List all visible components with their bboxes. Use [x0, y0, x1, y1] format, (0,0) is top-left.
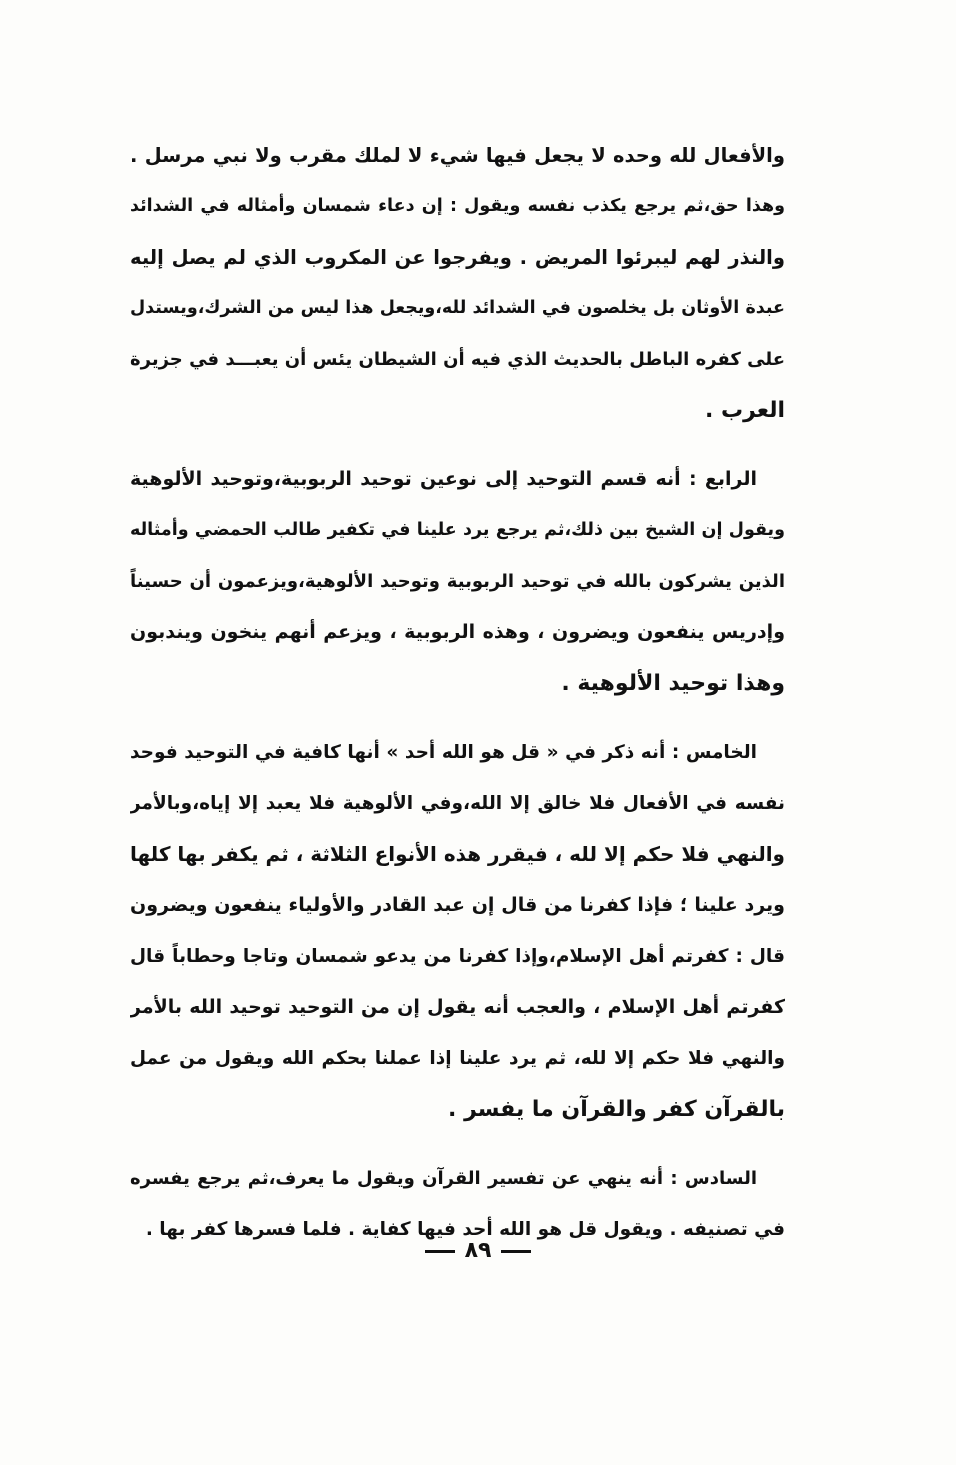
- paragraph-1: [130, 130, 785, 436]
- text-line: وهذا توحيد الألوهية .: [561, 671, 785, 696]
- paragraph-3: [130, 727, 785, 1135]
- dash-right: [425, 1250, 455, 1253]
- text-line: عبدة الأوثان بل يخلصون في الشدائد لله،ويجعل هذا ليس من الشرك،ويستدل: [130, 298, 785, 318]
- text-line: في تصنيفه . ويقول قل هو الله أحد فيها كفاية . فلما فسرها كفر بها .: [145, 1219, 785, 1240]
- text-line: والأفعال لله وحده لا يجعل فيها شيء لا لملك مقرب ولا نبي مرسل .: [130, 144, 785, 167]
- page-number: [0, 1238, 956, 1263]
- page-number-value: ٨٩: [464, 1238, 492, 1263]
- text-line: ويقول إن الشيخ بين ذلك،ثم يرجع يرد علينا في تكفير طالب الحمضي وأمثاله: [130, 520, 785, 540]
- text-line: العرب .: [704, 398, 785, 423]
- text-line: والنهي فلا حكم إلا لله ، فيقرر هذه الأنواع الثلاثة ، ثم يكفر بها كلها: [130, 842, 785, 866]
- text-line: نفسه في الأفعال فلا خالق إلا الله،وفي الألوهية فلا يعبد إلا إياه،وبالأمر: [130, 793, 785, 814]
- page-body: [130, 130, 785, 1273]
- text-line: السادس : أنه ينهي عن تفسير القرآن ويقول ما يعرف،ثم يرجع يفسره: [130, 1168, 757, 1189]
- text-line: بالقرآن كفر والقرآن ما يفسر .: [448, 1097, 785, 1122]
- text-line: ويرد علينا ؛ فإذا كفرنا من قال إن عبد القادر والأولياء ينفعون ويضرون: [130, 894, 785, 916]
- text-line: على كفره الباطل بالحديث الذي فيه أن الشيطان يئس أن يعبـــد في جزيرة: [130, 349, 785, 370]
- dash-left: [501, 1250, 531, 1253]
- text-line: والنهي فلا حكم إلا لله، ثم يرد علينا إذا عملنا بحكم الله ويقول من عمل: [130, 1048, 785, 1069]
- text-line: قال : كفرتم أهل الإسلام،وإذا كفرنا من يدعو شمسان وتاجا وحطاباً قال: [130, 946, 785, 967]
- text-line: وإدريس ينفعون ويضرون ، وهذه الربوبية ، ويزعم أنهم ينخون ويندبون: [130, 621, 785, 643]
- paragraph-2: [130, 454, 785, 709]
- text-line: وهذا حق،ثم يرجع يكذب نفسه ويقول : إن دعاء شمسان وأمثاله في الشدائد: [130, 196, 785, 216]
- text-line: الخامس : أنه ذكر في « قل هو الله أحد » أنها كافية في التوحيد فوحد: [130, 742, 757, 763]
- text-line: والنذر لهم ليبرئوا المريض . ويفرجوا عن المكروب الذي لم يصل إليه: [130, 246, 785, 269]
- text-line: الذين يشركون بالله في توحيد الربوبية وتوحيد الألوهية،ويزعمون أن حسيناً: [130, 571, 785, 592]
- text-line: الرابع : أنه قسم التوحيد إلى نوعين توحيد الربوبية،وتوحيد الألوهية: [130, 468, 757, 490]
- text-line: كفرتم أهل الإسلام ، والعجب أنه يقول إن من التوحيد توحيد الله بالأمر: [130, 996, 785, 1018]
